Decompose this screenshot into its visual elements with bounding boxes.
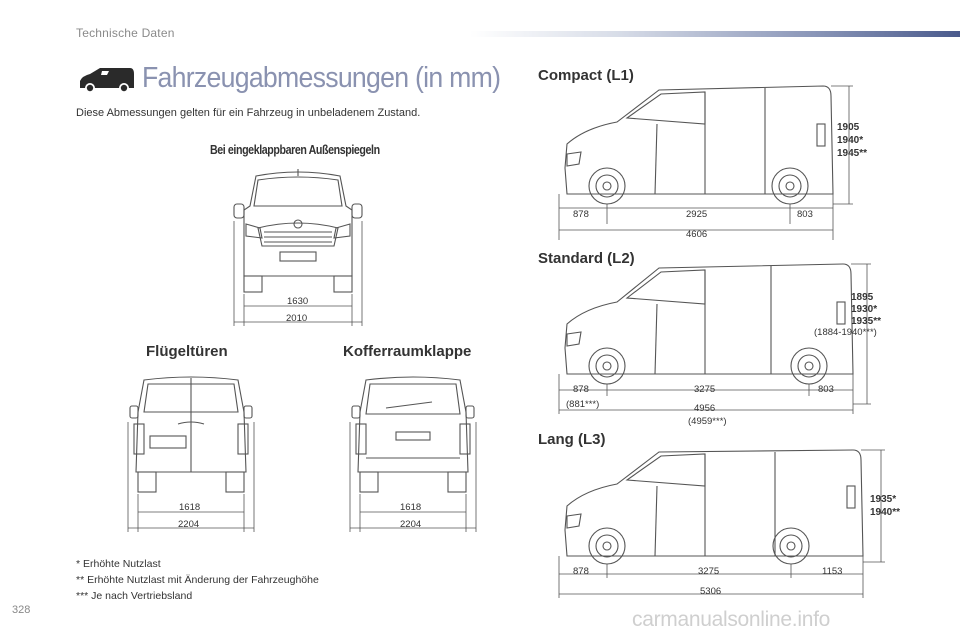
standard-height-2: 1930* <box>851 304 878 315</box>
header-bar <box>470 31 960 37</box>
front-track-dim: 1630 <box>287 296 309 307</box>
standard-wheelbase: 3275 <box>694 384 716 395</box>
standard-height-3: 1935** <box>851 316 882 327</box>
compact-height-2: 1940* <box>837 135 864 146</box>
standard-heading: Standard (L2) <box>538 250 635 267</box>
compact-van-drawing <box>555 84 860 244</box>
lang-wheelbase: 3275 <box>698 566 720 577</box>
van-icon <box>76 66 136 94</box>
lang-front-overhang: 878 <box>573 566 589 577</box>
compact-height-1: 1905 <box>837 122 860 133</box>
footnote-2: ** Erhöhte Nutzlast mit Änderung der Fahrzeughöhe <box>76 574 319 586</box>
standard-length: 4956 <box>694 403 716 414</box>
page-number: 328 <box>12 604 31 616</box>
footnote-3: *** Je nach Vertriebsland <box>76 590 193 602</box>
section-header: Technische Daten <box>76 26 175 40</box>
watermark: carmanualsonline.info <box>632 608 830 631</box>
tailgate-width-dim: 2204 <box>400 519 422 530</box>
tailgate-track-dim: 1618 <box>400 502 422 513</box>
front-view-heading: Bei eingeklappbaren Außenspiegeln <box>210 142 380 157</box>
lang-height-1: 1935* <box>870 494 897 505</box>
lang-length: 5306 <box>700 586 722 597</box>
standard-length-alt: (4959***) <box>688 416 727 427</box>
rear-doors-heading: Flügeltüren <box>146 343 228 360</box>
standard-front-overhang-alt: (881***) <box>566 399 600 410</box>
compact-length: 4606 <box>686 229 708 240</box>
compact-heading: Compact (L1) <box>538 67 634 84</box>
footnote-1: * Erhöhte Nutzlast <box>76 558 161 570</box>
page-subtitle: Diese Abmessungen gelten für ein Fahrzeug in unbeladenem Zustand. <box>76 107 421 119</box>
rear-doors-width-dim: 2204 <box>178 519 200 530</box>
lang-heading: Lang (L3) <box>538 431 606 448</box>
compact-wheelbase: 2925 <box>686 209 708 220</box>
page-title: Fahrzeugabmessungen (in mm) <box>142 62 501 94</box>
standard-front-overhang: 878 <box>573 384 589 395</box>
standard-height-4: (1884-1940***) <box>814 327 877 338</box>
compact-rear-overhang: 803 <box>797 209 813 220</box>
tailgate-heading: Kofferraumklappe <box>343 343 472 360</box>
lang-rear-overhang: 1153 <box>822 566 843 577</box>
lang-height-2: 1940** <box>870 507 901 518</box>
lang-van-drawing <box>555 448 885 608</box>
rear-doors-track-dim: 1618 <box>179 502 201 513</box>
standard-height-1: 1895 <box>851 292 874 303</box>
standard-rear-overhang: 803 <box>818 384 834 395</box>
front-width-dim: 2010 <box>286 313 308 324</box>
standard-van-drawing <box>555 262 878 422</box>
compact-height-3: 1945** <box>837 148 868 159</box>
compact-front-overhang: 878 <box>573 209 589 220</box>
